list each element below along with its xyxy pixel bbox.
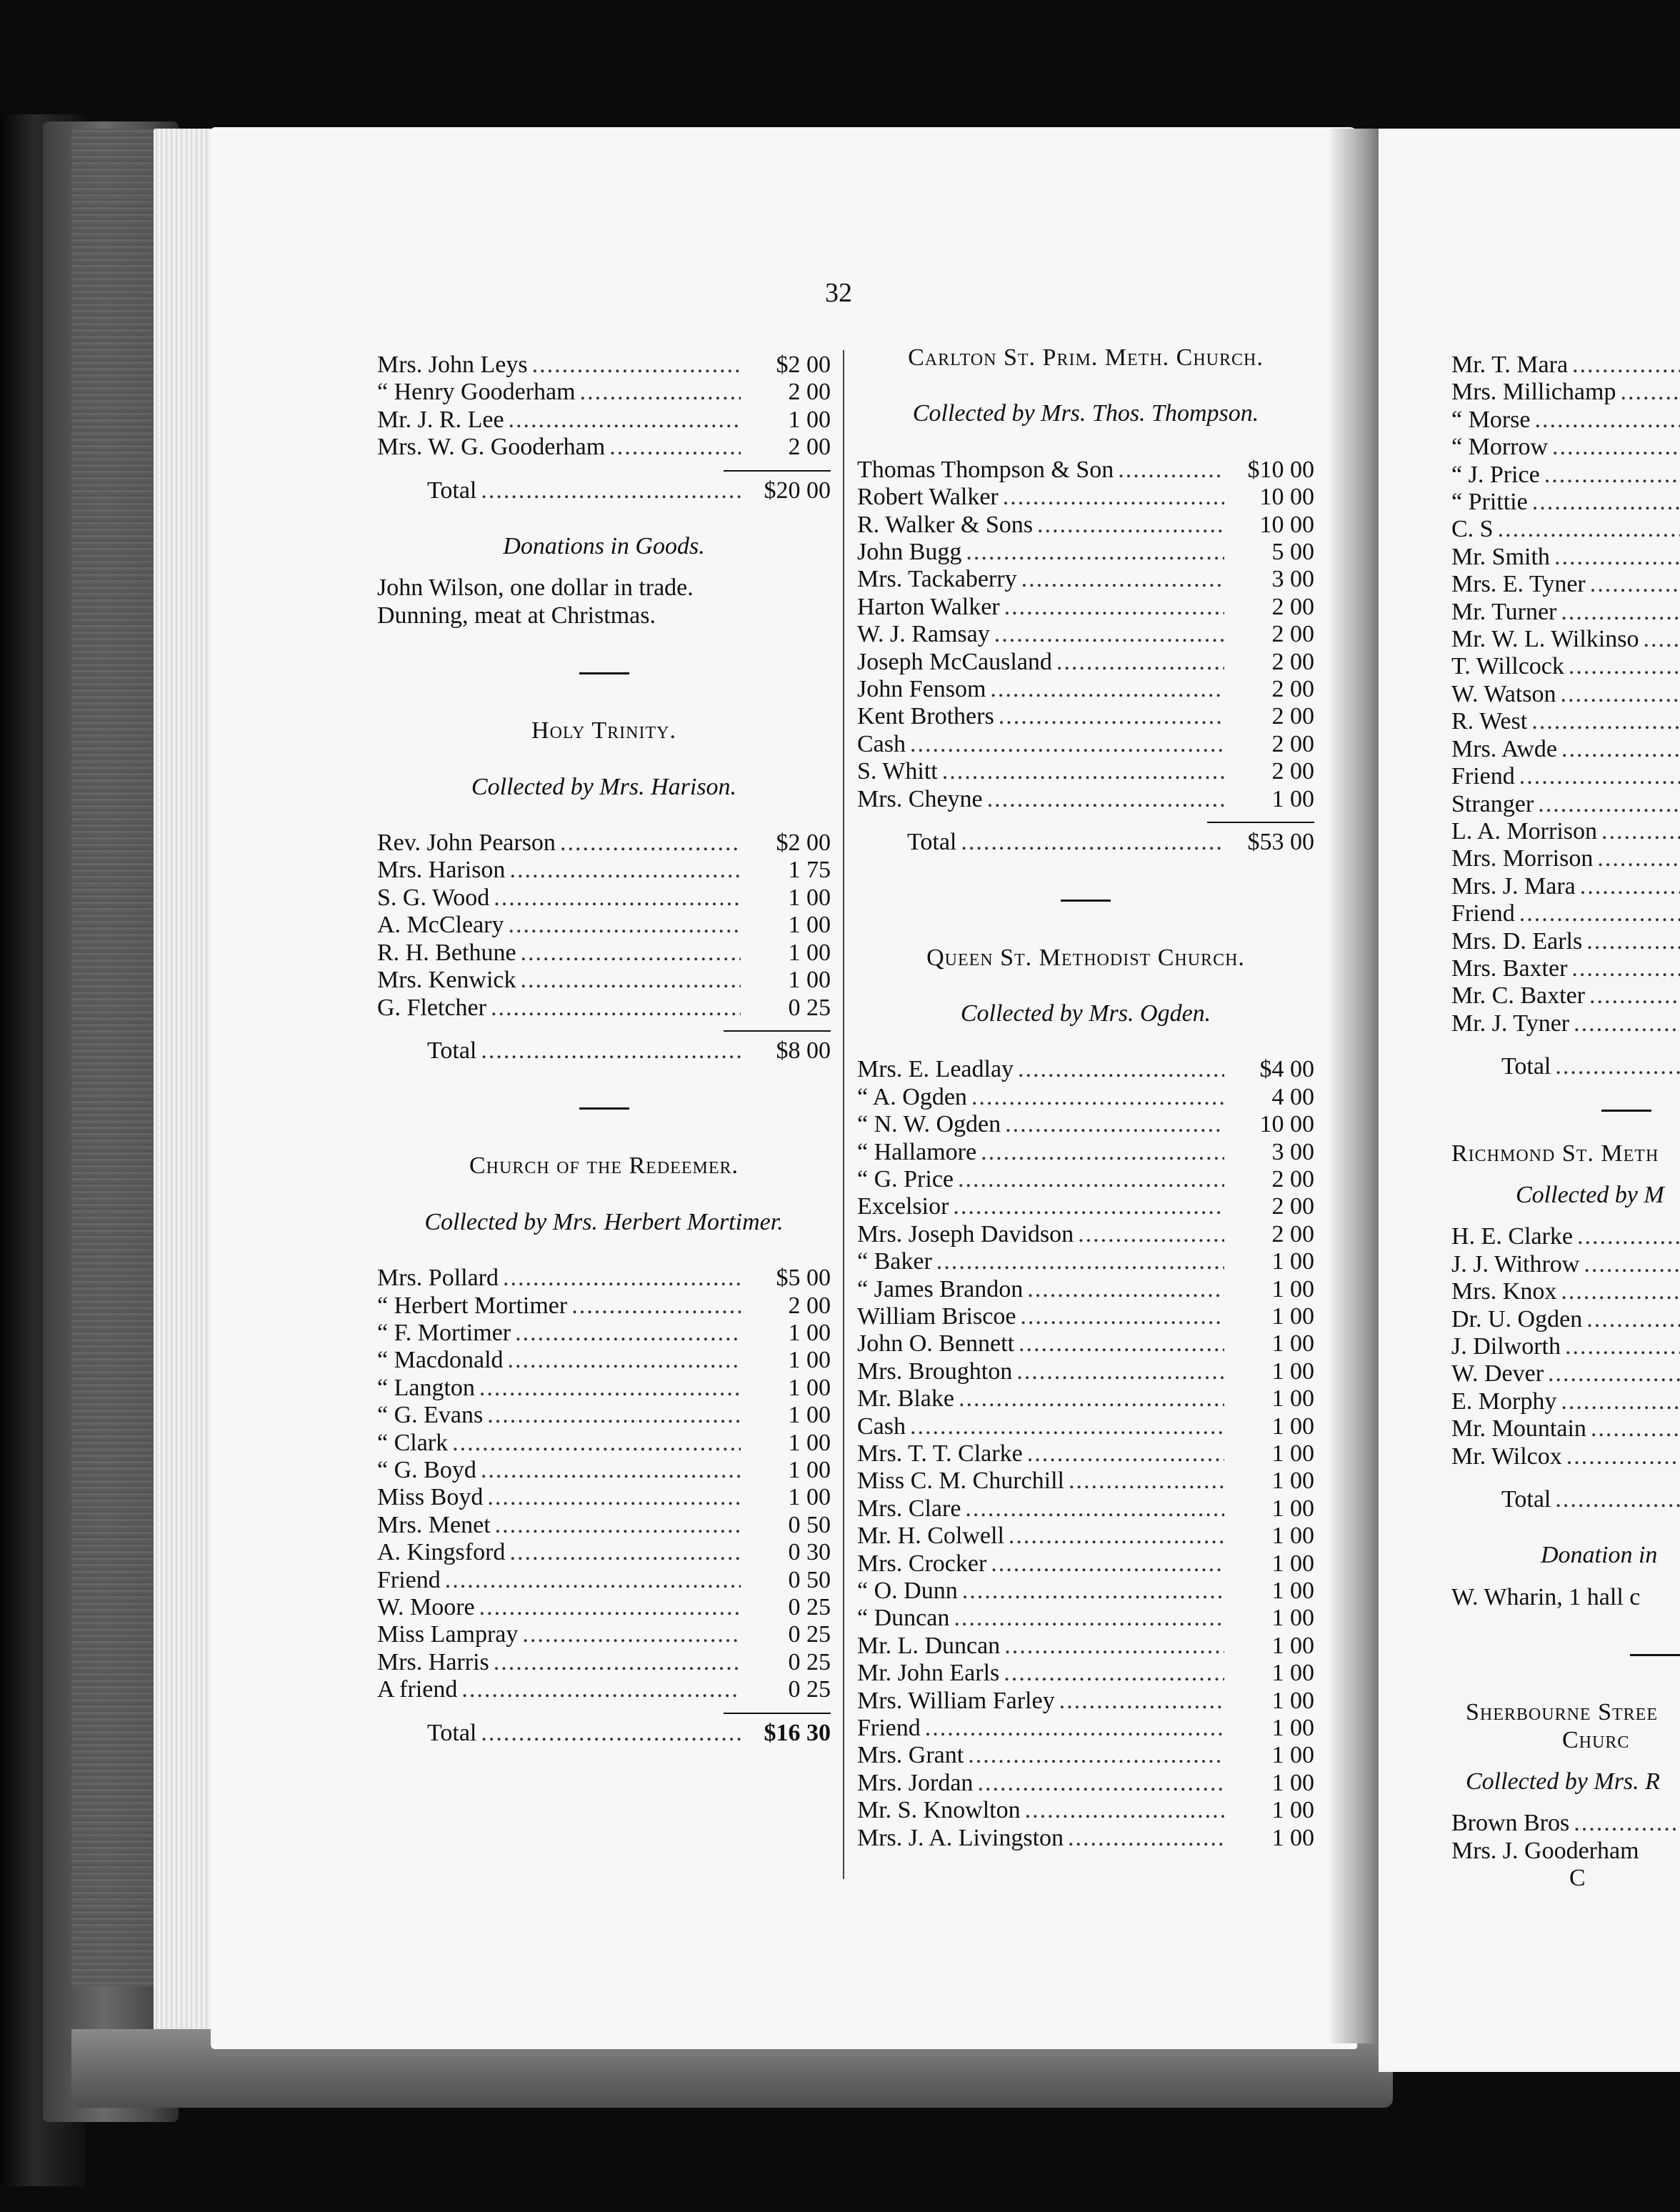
list-item: Mrs. Grant ..... 1 00 (857, 1742, 1314, 1769)
list-item: Mr. John Earls ..... 1 00 (857, 1660, 1314, 1687)
list-item: “ G. Boyd ..... 1 00 (377, 1457, 831, 1484)
list-item: “ Duncan ..... 1 00 (857, 1605, 1314, 1632)
signature-mark: C (1569, 1865, 1586, 1892)
collector-line: Collected by M (1516, 1181, 1664, 1208)
list-item: Harton Walker ..... 2 00 (857, 594, 1314, 621)
holy-trinity-list (377, 830, 831, 1022)
list-item: Excelsior ..... 2 00 (857, 1193, 1314, 1220)
list-item: Mr. Mountain ..... (1451, 1415, 1680, 1443)
section-title-holy-trinity: Holy Trinity. (531, 717, 676, 744)
list-item: Rev. John Pearson ..... $2 00 (377, 830, 831, 857)
list-item: Joseph McCausland ..... 2 00 (857, 649, 1314, 676)
list-item: Mrs. Knox ..... (1451, 1278, 1680, 1305)
list-item: Mr. W. L. Wilkinso ..... (1451, 626, 1680, 653)
redeemer-list (377, 1265, 831, 1704)
list-item: W. J. Ramsay ..... 2 00 (857, 621, 1314, 648)
list-item: A. Kingsford ..... 0 30 (377, 1539, 831, 1566)
list-item: Friend ..... (1451, 900, 1680, 927)
list-item: R. H. Bethune ..... 1 00 (377, 940, 831, 967)
list-item: Mrs. E. Tyner ..... (1451, 571, 1680, 598)
list-item: “ Baker ..... 1 00 (857, 1248, 1314, 1275)
list-item: “ A. Ogden ..... 4 00 (857, 1084, 1314, 1111)
section-heading-donations-in-goods: Donations in Goods. (503, 533, 705, 560)
list-item: Mr. Wilcox ..... (1451, 1443, 1680, 1470)
list-item: Mr. T. Mara ..... (1451, 352, 1680, 379)
list-item: Cash ..... 1 00 (857, 1413, 1314, 1440)
collector-line: Collected by Mrs. Ogden. (960, 1000, 1211, 1027)
sherbourne-list (1451, 1810, 1680, 1865)
list-item: Mrs. Broughton ..... 1 00 (857, 1358, 1314, 1385)
list-item: G. Fletcher ..... 0 25 (377, 995, 831, 1022)
list-item: Kent Brothers ..... 2 00 (857, 703, 1314, 730)
list-item: W. Moore ..... 0 25 (377, 1594, 831, 1621)
list-item: Mrs. Tackaberry ..... 3 00 (857, 566, 1314, 593)
list-item: Mr. Smith ..... (1451, 544, 1680, 571)
list-item: A friend ..... 0 25 (377, 1676, 831, 1703)
list-item: Mrs. Millichamp ..... (1451, 379, 1680, 406)
section-title-richmond-st: Richmond St. Meth (1451, 1140, 1659, 1167)
list-item: “ O. Dunn ..... 1 00 (857, 1578, 1314, 1605)
total-row: Total ..... $20 00 (377, 477, 831, 504)
list-item: T. Willcock ..... (1451, 653, 1680, 680)
list-item: S. G. Wood ..... 1 00 (377, 885, 831, 912)
list-item: Mr. J. R. Lee ..... 1 00 (377, 407, 831, 434)
list-item: Mrs. Joseph Davidson ..... 2 00 (857, 1221, 1314, 1248)
list-item: L. A. Morrison ..... (1451, 818, 1680, 845)
column-3-partial (1451, 352, 1680, 1893)
list-item: Mrs. Clare ..... 1 00 (857, 1495, 1314, 1523)
goods-line: John Wilson, one dollar in trade. (377, 574, 694, 602)
list-item: Mr. Turner ..... (1451, 599, 1680, 626)
list-item: Thomas Thompson & Son ..... $10 00 (857, 457, 1314, 484)
list-item: Mrs. Awde ..... (1451, 736, 1680, 763)
page-number: 32 (825, 278, 852, 308)
list-item: “ Herbert Mortimer ..... 2 00 (377, 1292, 831, 1320)
list-item: Robert Walker ..... 10 00 (857, 484, 1314, 511)
carlton-list (857, 457, 1314, 813)
total-row: Total ..... $8 00 (377, 1037, 831, 1065)
list-item: Mrs. E. Leadlay ..... $4 00 (857, 1056, 1314, 1083)
list-item: Mrs. W. G. Gooderham ..... 2 00 (377, 434, 831, 461)
list-item: H. E. Clarke ..... (1451, 1223, 1680, 1250)
list-item: “ Morrow ..... (1451, 434, 1680, 461)
book-cover-inner (71, 129, 164, 1986)
list-item: “ Prittie ..... (1451, 489, 1680, 516)
list-item: “ Henry Gooderham ..... 2 00 (377, 379, 831, 406)
list-item: Mrs. Crocker ..... 1 00 (857, 1550, 1314, 1578)
list-item: Mrs. D. Earls ..... (1451, 928, 1680, 955)
list-item: “ G. Price ..... 2 00 (857, 1166, 1314, 1193)
list-item: Stranger ..... (1451, 791, 1680, 818)
list-item: C. S ..... (1451, 516, 1680, 543)
list-item: Mr. Blake ..... 1 00 (857, 1385, 1314, 1413)
list-item: Miss Lampray ..... 0 25 (377, 1621, 831, 1648)
total-row: Total ..... $53 00 (857, 829, 1314, 856)
list-item: “ F. Mortimer ..... 1 00 (377, 1320, 831, 1347)
total-row: Total ..... (1451, 1486, 1680, 1513)
list-item: “ Langton ..... 1 00 (377, 1375, 831, 1402)
list-item: John Fensom ..... 2 00 (857, 676, 1314, 703)
list-item: Mrs. J. A. Livingston ..... 1 00 (857, 1825, 1314, 1852)
collector-line: Collected by Mrs. Harison. (471, 773, 737, 800)
list-item: Mrs. John Leys ..... $2 00 (377, 352, 831, 379)
list-item: W. Dever ..... (1451, 1360, 1680, 1388)
list-item: R. West ..... (1451, 708, 1680, 735)
collector-line: Collected by Mrs. R (1466, 1768, 1660, 1795)
list-item: Mrs. Morrison ..... (1451, 845, 1680, 872)
list-item: Mr. S. Knowlton ..... 1 00 (857, 1797, 1314, 1824)
list-item: J. J. Withrow ..... (1451, 1251, 1680, 1278)
list-item: “ G. Evans ..... 1 00 (377, 1402, 831, 1429)
list-item: Mrs. Menet ..... 0 50 (377, 1512, 831, 1539)
column-2 (857, 344, 1314, 1852)
list-item: Mrs. Jordan ..... 1 00 (857, 1770, 1314, 1797)
list-item: W. Watson ..... (1451, 681, 1680, 708)
list-item: Friend ..... 1 00 (857, 1715, 1314, 1742)
list-item: Miss C. M. Churchill ..... 1 00 (857, 1468, 1314, 1495)
list-item: Mrs. Pollard ..... $5 00 (377, 1265, 831, 1292)
column-1 (377, 352, 831, 1747)
list-item: John O. Bennett ..... 1 00 (857, 1330, 1314, 1357)
list-item: E. Morphy ..... (1451, 1388, 1680, 1415)
list-item: “ N. W. Ogden ..... 10 00 (857, 1111, 1314, 1138)
list-item: Mrs. Baxter ..... (1451, 955, 1680, 982)
total-row: Total ..... (1451, 1053, 1680, 1080)
column-divider (843, 350, 844, 1879)
top-entry-list (1451, 352, 1680, 1037)
list-item: Brown Bros ..... (1451, 1810, 1680, 1837)
list-item: Mrs. Harison ..... 1 75 (377, 857, 831, 884)
list-item: Mrs. J. Gooderham (1451, 1837, 1639, 1864)
list-item: “ J. Price ..... (1451, 462, 1680, 489)
list-item: Mr. H. Colwell ..... 1 00 (857, 1523, 1314, 1550)
list-item: “ Clark ..... 1 00 (377, 1430, 831, 1457)
collector-line: Collected by Mrs. Herbert Mortimer. (424, 1208, 784, 1235)
list-item: Miss Boyd ..... 1 00 (377, 1484, 831, 1511)
collector-line: Collected by Mrs. Thos. Thompson. (912, 400, 1259, 427)
list-item: Mr. L. Duncan ..... 1 00 (857, 1633, 1314, 1660)
top-entry-list (377, 352, 831, 462)
richmond-list (1451, 1223, 1680, 1470)
list-item: Cash ..... 2 00 (857, 731, 1314, 758)
section-title-sherbourne-street: Sherbourne Stree (1466, 1699, 1658, 1726)
list-item: Friend ..... (1451, 763, 1680, 790)
section-title-church-of-the-redeemer: Church of the Redeemer. (469, 1152, 739, 1180)
list-item: Mrs. Cheyne ..... 1 00 (857, 786, 1314, 813)
list-item: Mrs. J. Mara ..... (1451, 873, 1680, 900)
list-item: Mr. J. Tyner ..... (1451, 1010, 1680, 1037)
list-item: William Briscoe ..... 1 00 (857, 1303, 1314, 1330)
list-item: A. McCleary ..... 1 00 (377, 912, 831, 939)
list-item: Mr. C. Baxter ..... (1451, 982, 1680, 1010)
total-row: Total ..... $16 30 (377, 1720, 831, 1747)
list-item: Friend ..... 0 50 (377, 1567, 831, 1594)
section-title-carlton-st: Carlton St. Prim. Meth. Church. (908, 344, 1264, 371)
list-item: Mrs. William Farley ..... 1 00 (857, 1688, 1314, 1715)
goods-line: Dunning, meat at Christmas. (377, 602, 656, 629)
list-item: R. Walker & Sons ..... 10 00 (857, 512, 1314, 539)
section-title-queen-st: Queen St. Methodist Church. (926, 944, 1245, 971)
list-item: John Bugg ..... 5 00 (857, 539, 1314, 566)
list-item: Mrs. Kenwick ..... 1 00 (377, 967, 831, 994)
list-item: “ James Brandon ..... 1 00 (857, 1276, 1314, 1303)
list-item: “ Macdonald ..... 1 00 (377, 1347, 831, 1374)
list-item: Dr. U. Ogden ..... (1451, 1306, 1680, 1333)
list-item: Mrs. T. T. Clarke ..... 1 00 (857, 1440, 1314, 1468)
list-item: J. Dilworth ..... (1451, 1333, 1680, 1360)
list-item: S. Whitt ..... 2 00 (857, 758, 1314, 785)
donation-line: W. Wharin, 1 hall c (1451, 1583, 1641, 1610)
list-item: Mrs. Harris ..... 0 25 (377, 1649, 831, 1676)
section-heading-donation: Donation in (1541, 1542, 1658, 1569)
list-item: “ Morse ..... (1451, 407, 1680, 434)
queen-list (857, 1056, 1314, 1852)
section-title-church: Churc (1562, 1726, 1630, 1753)
list-item: “ Hallamore ..... 3 00 (857, 1139, 1314, 1166)
